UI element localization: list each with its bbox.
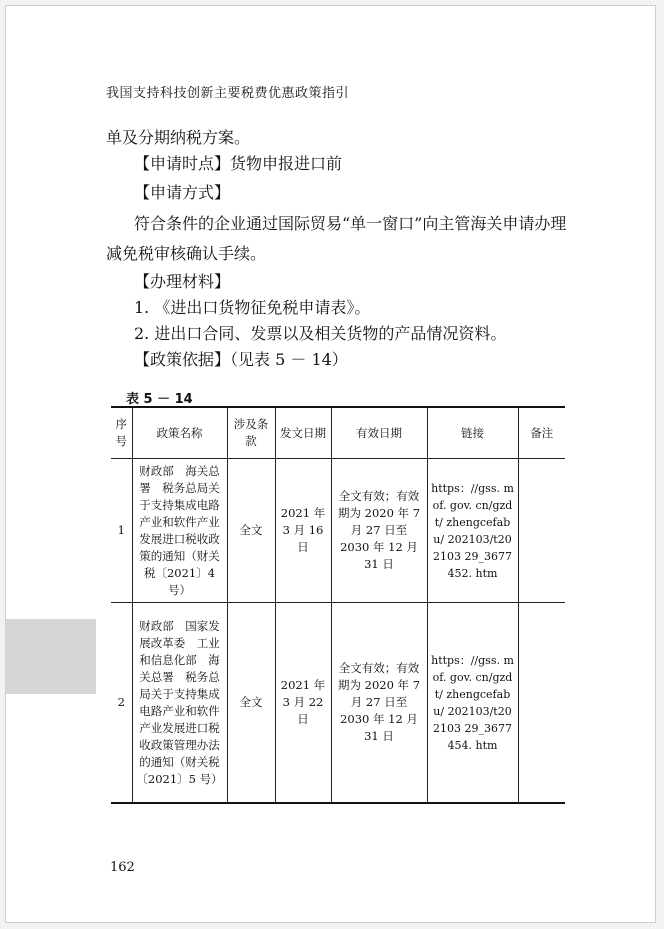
page-number: 162	[110, 860, 135, 875]
paragraph-policy-basis: 【政策依据】（见表 5 － 14）	[134, 350, 348, 369]
paragraph-continuation: 单及分期纳税方案。	[106, 128, 251, 147]
cell-link[interactable]: https：//gss. mof. gov. cn/gzdt/ zhengcefabu/ 202103/t202103 29_3677452. htm	[427, 459, 518, 603]
header-link: 链接	[427, 407, 518, 459]
running-header: 我国支持科技创新主要税费优惠政策指引	[106, 86, 350, 101]
cell-seq: 2	[111, 603, 132, 804]
table-header-row	[111, 407, 565, 459]
header-seq: 序号	[111, 407, 132, 459]
header-note: 备注	[518, 407, 565, 459]
cell-date: 2021 年 3 月 16 日	[275, 459, 331, 603]
policy-table	[111, 406, 565, 804]
cell-seq: 1	[111, 459, 132, 603]
cell-valid: 全文有效；有效期为 2020 年 7 月 27 日至 2030 年 12 月 31 日	[331, 459, 427, 603]
header-name: 政策名称	[132, 407, 227, 459]
paragraph-materials-heading: 【办理材料】	[134, 272, 231, 291]
cell-name: 财政部 国家发展改革委 工业和信息化部 海关总署 税务总局关于支持集成电路产业和软件产业发展进口税收政策管理办法的通知（财关税〔2021〕5 号）	[132, 603, 227, 804]
table-caption: 表 5 － 14	[126, 392, 193, 407]
cell-name: 财政部 海关总署 税务总局关于支持集成电路产业和软件产业发展进口税收政策的通知（财关税〔2021〕4 号）	[132, 459, 227, 603]
paragraph-application-time: 【申请时点】货物申报进口前	[134, 154, 343, 173]
table-row	[111, 459, 565, 603]
header-clause: 涉及条款	[227, 407, 275, 459]
header-valid: 有效日期	[331, 407, 427, 459]
paragraph-application-method-heading: 【申请方式】	[134, 183, 231, 202]
paragraph-application-method: 符合条件的企业通过国际贸易“单一窗口”向主管海关申请办理减免税审核确认手续。	[106, 214, 567, 263]
document-page	[5, 5, 656, 923]
cell-clause: 全文	[227, 603, 275, 804]
table-row	[111, 603, 565, 804]
cell-note	[518, 603, 565, 804]
cell-date: 2021 年 3 月 22 日	[275, 603, 331, 804]
paragraph-material-2: 2. 进出口合同、发票以及相关货物的产品情况资料。	[134, 324, 507, 343]
header-date: 发文日期	[275, 407, 331, 459]
cell-valid: 全文有效；有效期为 2020 年 7 月 27 日至 2030 年 12 月 31 日	[331, 603, 427, 804]
side-thumb-tab	[6, 619, 96, 694]
cell-clause: 全文	[227, 459, 275, 603]
paragraph-material-1: 1. 《进出口货物征免税申请表》。	[134, 298, 371, 317]
cell-link[interactable]: https：//gss. mof. gov. cn/gzdt/ zhengcefabu/ 202103/t202103 29_3677454. htm	[427, 603, 518, 804]
cell-note	[518, 459, 565, 603]
